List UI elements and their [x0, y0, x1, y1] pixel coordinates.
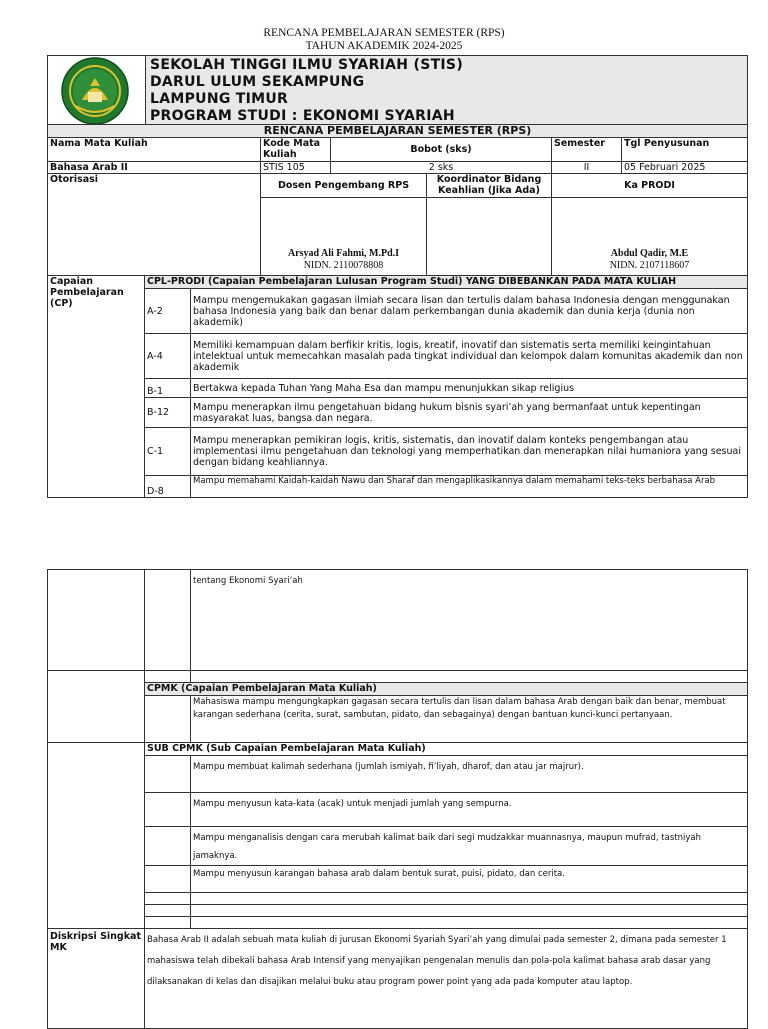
empty-code-cell: [145, 671, 191, 683]
empty-label-cell: [48, 671, 145, 743]
kaprodi-name: Abdul Qadir, M.E: [610, 248, 689, 259]
sub-cpmk-item: Mampu menyusun kata-kata (acak) untuk menjadi jumlah yang sempurna.: [191, 793, 748, 827]
cpl-text: Mampu mengemukakan gagasan ilmiah secara lisan dan tertulis dalam bahasa Indonesia dengan menggunakan bahasa Indonesia yang baik dan benar dalam perkembangan dunia akademik dan dunia kerja (dunia non akademik): [191, 289, 748, 334]
capaian-label: Capaian Pembelajaran (CP): [48, 276, 145, 498]
dosen-name: Arsyad Ali Fahmi, M.Pd.I: [287, 248, 400, 259]
cpl-text: Mampu memahami Kaidah-kaidah Nawu dan Sharaf dan mengaplikasikannya dalam memahami teks-teks berbahasa Arab: [191, 476, 748, 498]
document-title: RENCANA PEMBELAJARAN SEMESTER (RPS): [263, 27, 505, 39]
sub-cpmk-item: Mampu membuat kalimah sederhana (jumlah ismiyah, fi’liyah, dharof, dan atau jar majrur).: [191, 756, 748, 793]
header-nama-mk: Nama Mata Kuliah: [48, 138, 261, 162]
koordinator-header: Koordinator Bidang Keahlian (Jika Ada): [427, 174, 552, 198]
empty-cell: [191, 893, 748, 905]
empty-cell: [191, 671, 748, 683]
header-bobot: Bobot (sks): [331, 138, 552, 162]
sub-cpmk-item: Mampu menyusun karangan bahasa arab dalam bentuk surat, puisi, pidato, dan cerita.: [191, 866, 748, 893]
institution-line-1: SEKOLAH TINGGI ILMU SYARIAH (STIS): [150, 57, 464, 73]
cpl-code: A-2: [145, 289, 191, 334]
empty-label-cell: [48, 570, 145, 671]
cpmk-header: CPMK (Capaian Pembelajaran Mata Kuliah): [145, 683, 748, 696]
value-bobot: 2 sks: [331, 162, 552, 174]
sub-cpmk-header: SUB CPMK (Sub Capaian Pembelajaran Mata Kuliah): [145, 743, 748, 756]
value-tgl-penyusunan: 05 Februari 2025: [622, 162, 748, 174]
college-logo-icon: [60, 56, 130, 126]
empty-code-cell: [145, 917, 191, 929]
cpl-code: D-8: [145, 476, 191, 498]
cpl-prodi-header: CPL-PRODI (Capaian Pembelajaran Lulusan Program Studi) YANG DIBEBANKAN PADA MATA KULIAH: [145, 276, 748, 289]
otorisasi-label: Otorisasi: [48, 174, 261, 276]
academic-year: TAHUN AKADEMIK 2024-2025: [305, 40, 463, 52]
institution-line-3: LAMPUNG TIMUR: [150, 91, 289, 107]
empty-code-cell: [145, 827, 191, 866]
koordinator-signature-cell: [427, 198, 552, 276]
rps-table: [47, 124, 748, 498]
dosen-nidn: NIDN. 2110078808: [303, 260, 384, 271]
institution-name-cell: [146, 56, 748, 126]
sub-cpmk-item: Mampu menganalisis dengan cara merubah kalimat baik dari segi mudzakkar muannasnya, maupun mufrad, tastniyah jamaknya.: [191, 827, 748, 866]
cpl-code: B-1: [145, 379, 191, 398]
value-nama-mk: Bahasa Arab II: [48, 162, 261, 174]
header-tgl-penyusunan: Tgl Penyusunan: [622, 138, 748, 162]
empty-label-cell: [48, 743, 145, 929]
institution-line-4: PROGRAM STUDI : EKONOMI SYARIAH: [150, 108, 455, 124]
cpmk-text: Mahasiswa mampu mengungkapkan gagasan secara tertulis dan lisan dalam bahasa Arab dengan baik dan benar, membuat karangan sederhana (cerita, surat, sambutan, pidato, dan sebagainya) dengan bantuan kunci-kunci pertanyaan.: [191, 696, 748, 743]
kaprodi-signature-cell: [552, 198, 748, 276]
dosen-pengembang-header: Dosen Pengembang RPS: [261, 174, 427, 198]
cpl-continuation-text: tentang Ekonomi Syari’ah: [191, 570, 748, 671]
header-semester: Semester: [552, 138, 622, 162]
value-semester: II: [552, 162, 622, 174]
cpl-code: B-12: [145, 398, 191, 428]
empty-code-cell: [145, 756, 191, 793]
empty-code-cell: [145, 570, 191, 671]
cpl-text: Memiliki kemampuan dalam berfikir kritis, logis, kreatif, inovatif dan sistematis serta memiliki keingintahuan intelektual untuk memecahkan masalah pada tingkat individual dan kelompok dalam komunitas akademik dan non akademik: [191, 334, 748, 379]
empty-code-cell: [145, 696, 191, 743]
diskripsi-text: Bahasa Arab II adalah sebuah mata kuliah di jurusan Ekonomi Syariah Syari’ah yang dimulai pada semester 2, dimana pada semester 1 mahasiswa telah dibekali bahasa Arab Intensif yang menyajikan pengenalan menulis dan pola-pola kalimat bahasa arab dasar yang dilaksanakan di kelas dan disajikan melalui buku atau program power point yang ada pada komputer atau laptop.: [145, 929, 748, 1029]
empty-cell: [191, 917, 748, 929]
empty-code-cell: [145, 866, 191, 893]
cpl-text: Bertakwa kepada Tuhan Yang Maha Esa dan mampu menunjukkan sikap religius: [191, 379, 748, 398]
kaprodi-nidn: NIDN. 2107118607: [609, 260, 690, 271]
rps-title: RENCANA PEMBELAJARAN SEMESTER (RPS): [48, 125, 748, 138]
diskripsi-label: Diskripsi Singkat MK: [48, 929, 145, 1029]
empty-code-cell: [145, 793, 191, 827]
dosen-signature-cell: [261, 198, 427, 276]
rps-table-continued: [47, 569, 748, 1029]
header-kode-mk: Kode Mata Kuliah: [261, 138, 331, 162]
ka-prodi-header: Ka PRODI: [552, 174, 748, 198]
cpl-code: C-1: [145, 428, 191, 476]
empty-code-cell: [145, 905, 191, 917]
cpl-text: Mampu menerapkan ilmu pengetahuan bidang hukum bisnis syari’ah yang bermanfaat untuk kepentingan masyarakat luas, bangsa dan negara.: [191, 398, 748, 428]
empty-cell: [191, 905, 748, 917]
cpl-text: Mampu menerapkan pemikiran logis, kritis, sistematis, dan inovatif dalam konteks pengembangan atau implementasi ilmu pengetahuan dan teknologi yang memperhatikan dan menerapkan nilai humaniora yang sesuai dengan bidang keahliannya.: [191, 428, 748, 476]
cpl-code: A-4: [145, 334, 191, 379]
institution-header: [47, 55, 748, 126]
empty-code-cell: [145, 893, 191, 905]
institution-line-2: DARUL ULUM SEKAMPUNG: [150, 74, 365, 90]
value-kode-mk: STIS 105: [261, 162, 331, 174]
